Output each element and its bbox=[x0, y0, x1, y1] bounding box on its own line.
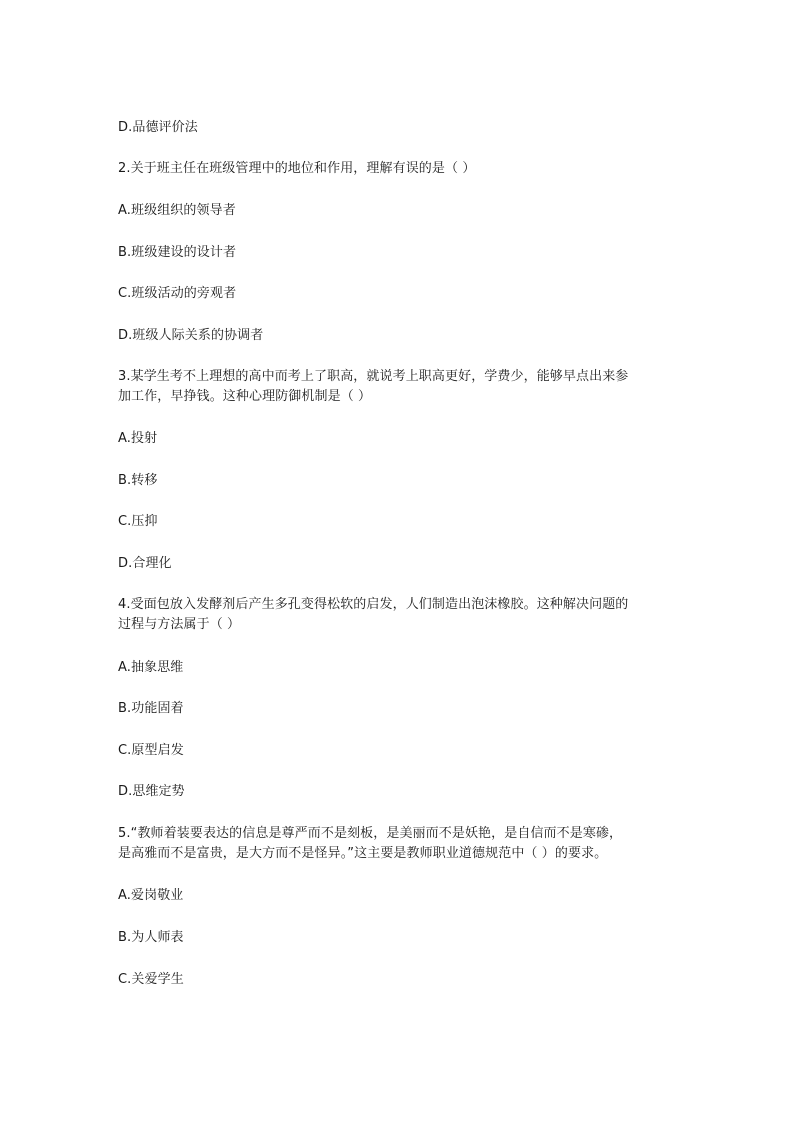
q3-option-c: C.压抑 bbox=[118, 514, 158, 529]
q2-option-a: A.班级组织的领导者 bbox=[118, 203, 236, 218]
q4-stem-line2: 过程与方法属于（ ） bbox=[118, 617, 241, 632]
q2-option-d: D.班级人际关系的协调者 bbox=[118, 328, 264, 343]
q2-option-c: C.班级活动的旁观者 bbox=[118, 286, 237, 301]
q3-option-a: A.投射 bbox=[118, 431, 158, 446]
q5-option-b: B.为人师表 bbox=[118, 930, 184, 945]
q5-option-c: C.关爱学生 bbox=[118, 972, 184, 987]
q5-stem-line1: 5.“教师着装要表达的信息是尊严而不是刻板，是美丽而不是妖艳，是自信而不是寒碜， bbox=[118, 826, 623, 841]
q4-option-c: C.原型启发 bbox=[118, 743, 184, 758]
q3-option-d: D.合理化 bbox=[118, 556, 172, 571]
q3-option-b: B.转移 bbox=[118, 473, 158, 488]
q4-stem-line1: 4.受面包放入发酵剂后产生多孔变得松软的启发，人们制造出泡沫橡胶。这种解决问题的 bbox=[118, 597, 629, 612]
q1-option-d: D.品德评价法 bbox=[118, 120, 198, 135]
q4-option-a: A.抽象思维 bbox=[118, 660, 184, 675]
q4-option-b: B.功能固着 bbox=[118, 701, 184, 716]
q5-stem-line2: 是高雅而不是富贵，是大方而不是怪异。”这主要是教师职业道德规范中（ ）的要求。 bbox=[118, 846, 608, 861]
q2-stem: 2.关于班主任在班级管理中的地位和作用，理解有误的是（ ） bbox=[118, 161, 476, 176]
q3-stem-line1: 3.某学生考不上理想的高中而考上了职高，就说考上职高更好，学费少，能够早点出来参 bbox=[118, 369, 629, 384]
q5-option-a: A.爱岗敬业 bbox=[118, 888, 184, 903]
q4-option-d: D.思维定势 bbox=[118, 784, 185, 799]
q3-stem-line2: 加工作，早挣钱。这种心理防御机制是（ ） bbox=[118, 389, 372, 404]
q2-option-b: B.班级建设的设计者 bbox=[118, 245, 237, 260]
